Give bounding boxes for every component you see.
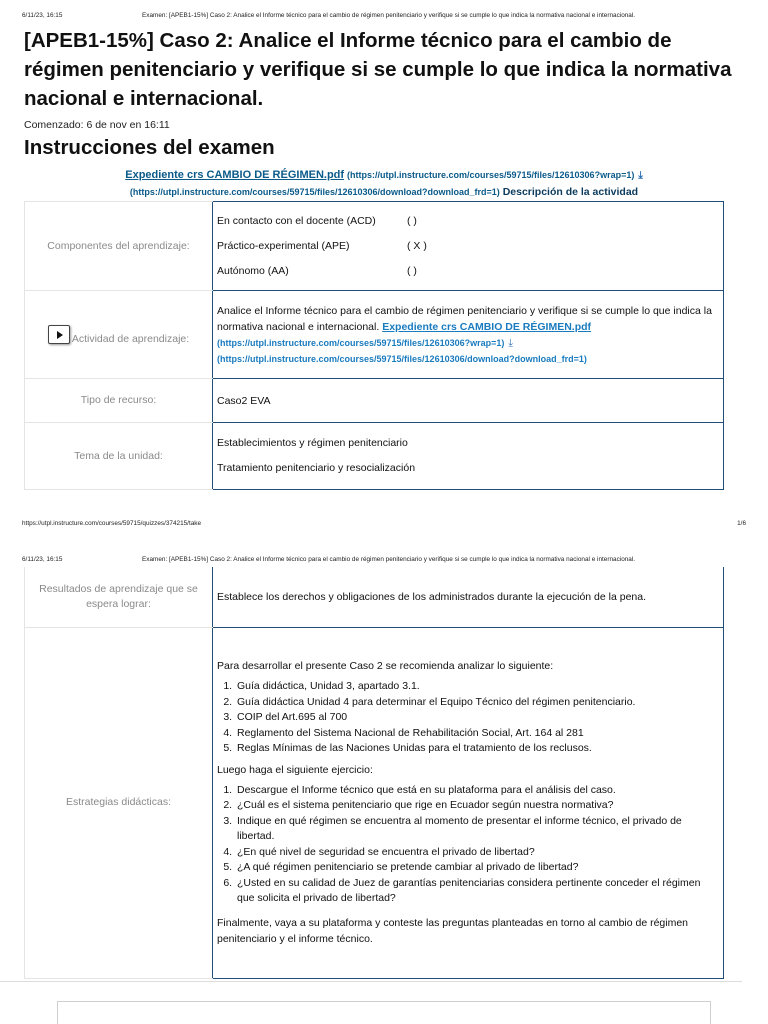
activity-text: Analice el Informe técnico para el cambio de régimen penitenciario y verifique si se cumple lo que indica la normativa nacional e internacional. [217, 304, 712, 333]
list-item: 2. ¿Cuál es el sistema penitenciario que rige en Ecuador según nuestra normativa? [235, 798, 719, 814]
strategies-label: Estrategias didácticas: [25, 627, 213, 978]
unit-theme-label: Tema de la unidad: [25, 423, 213, 490]
print-date: 6/11/23, 16:15 [22, 556, 63, 563]
component-ape: Práctico-experimental (APE) ( X ) [217, 234, 719, 259]
table-row [25, 379, 724, 423]
list-item: 1. Guía didáctica, Unidad 3, apartado 3.1. [235, 679, 719, 695]
table-row [25, 627, 724, 978]
print-url: https://utpl.instructure.com/courses/59715/quizzes/374215/take [22, 520, 202, 527]
results-label: Resultados de aprendizaje que se espera lograr: [25, 567, 213, 627]
resource-value: Caso2 EVA [213, 379, 724, 423]
list-item: 2. Guía didáctica Unidad 4 para determinar el Equipo Técnico del régimen penitenciario. [235, 695, 719, 711]
expediente-url[interactable]: (https://utpl.instructure.com/courses/59715/files/12610306?wrap=1) [346, 170, 635, 180]
strategies-value [213, 627, 724, 978]
page-title: [APEB1-15%] Caso 2: Analice el Informe técnico para el cambio de régimen penitenciario y verifique si se cumple lo que indica la normativa nacional e internacional. [24, 29, 732, 110]
divider [0, 981, 742, 982]
activity-label-cell [25, 291, 213, 379]
results-value: Establece los derechos y obligaciones de los administrados durante la ejecución de la pena. [213, 567, 724, 627]
instructions-heading: Instrucciones del examen [24, 136, 275, 159]
component-aa: Autónomo (AA) ( ) [217, 259, 719, 284]
resource-label: Tipo de recurso: [25, 379, 213, 423]
page-number: 1/6 [737, 520, 746, 527]
activity-file-url[interactable]: (https://utpl.instructure.com/courses/59715/files/12610306?wrap=1) [217, 337, 505, 348]
file-link-line [24, 169, 744, 181]
list-item: 3. Indique en qué régimen se encuentra al momento de presentar el informe técnico, el privado de libertad. [235, 814, 719, 845]
expediente-link[interactable]: Expediente crs CAMBIO DE RÉGIMEN.pdf [125, 169, 345, 181]
download-url[interactable]: (https://utpl.instructure.com/courses/59715/files/12610306/download?download_frd=1) [129, 187, 500, 197]
print-doc-title: Examen: [APEB1-15%] Caso 2: Analice el Informe técnico para el cambio de régimen penitenciario y verifique si se cumple lo que indica la normativa nacional e internacional. [142, 556, 636, 563]
unit-theme-line-1: Establecimientos y régimen penitenciario [217, 437, 408, 449]
component-ape-mark: ( X ) [407, 239, 427, 252]
next-section-box [57, 1001, 711, 1024]
activity-info-table [24, 201, 724, 490]
component-acd-mark: ( ) [407, 214, 417, 227]
exercise-list [235, 783, 719, 907]
exercise-intro: Luego haga el siguiente ejercicio: [217, 763, 373, 776]
list-item: 5. ¿A qué régimen penitenciario se pretende cambiar al privado de libertad? [235, 860, 719, 876]
table-row [25, 291, 724, 379]
list-item: 5. Reglas Mínimas de las Naciones Unidas para el tratamiento de los reclusos. [235, 741, 719, 757]
list-item: 4. ¿En qué nivel de seguridad se encuentra el privado de libertad? [235, 845, 719, 861]
started-time: Comenzado: 6 de nov en 16:11 [24, 119, 170, 131]
table-row [25, 202, 724, 291]
components-label: Componentes del aprendizaje: [25, 202, 213, 291]
activity-expediente-link[interactable]: Expediente crs CAMBIO DE RÉGIMEN.pdf [382, 320, 592, 333]
component-acd: En contacto con el docente (ACD) ( ) [217, 209, 719, 234]
print-date: 6/11/23, 16:15 [22, 12, 63, 19]
activity-description-heading: Descripción de la actividad [502, 186, 639, 198]
activity-label: Actividad de aprendizaje: [71, 332, 190, 345]
components-value [213, 202, 724, 291]
table-row [25, 423, 724, 490]
closing-text: Finalmente, vaya a su plataforma y conteste las preguntas planteadas en torno al cambio de régimen penitenciario y el informe técnico. [217, 916, 689, 945]
list-item: 6. ¿Usted en su calidad de Juez de garantías penitenciarias considera pertinente conceder el régimen que solicita el privado de libertad? [235, 876, 719, 907]
list-item: 1. Descargue el Informe técnico que está en su plataforma para el análisis del caso. [235, 783, 719, 799]
print-doc-title: Examen: [APEB1-15%] Caso 2: Analice el Informe técnico para el cambio de régimen penitenciario y verifique si se cumple lo que indica la normativa nacional e internacional. [142, 12, 636, 19]
download-link-line [24, 186, 744, 198]
table-row [25, 567, 724, 627]
strategies-table [24, 567, 724, 979]
activity-download-url[interactable]: (https://utpl.instructure.com/courses/59715/files/12610306/download?download_frd=1) [217, 353, 587, 364]
list-item: 3. COIP del Art.695 al 700 [235, 710, 719, 726]
unit-theme-value [213, 423, 724, 490]
activity-value [213, 291, 724, 379]
download-icon[interactable]: ⤓ [508, 336, 514, 349]
list-item: 4. Reglamento del Sistema Nacional de Rehabilitación Social, Art. 164 al 281 [235, 726, 719, 742]
recommended-list [235, 679, 719, 757]
download-icon[interactable]: ⤓ [638, 170, 643, 181]
play-button[interactable] [48, 325, 70, 344]
component-aa-mark: ( ) [407, 264, 417, 277]
strategies-intro: Para desarrollar el presente Caso 2 se recomienda analizar lo siguiente: [217, 660, 554, 673]
unit-theme-line-2: Tratamiento penitenciario y resocialización [217, 462, 416, 474]
